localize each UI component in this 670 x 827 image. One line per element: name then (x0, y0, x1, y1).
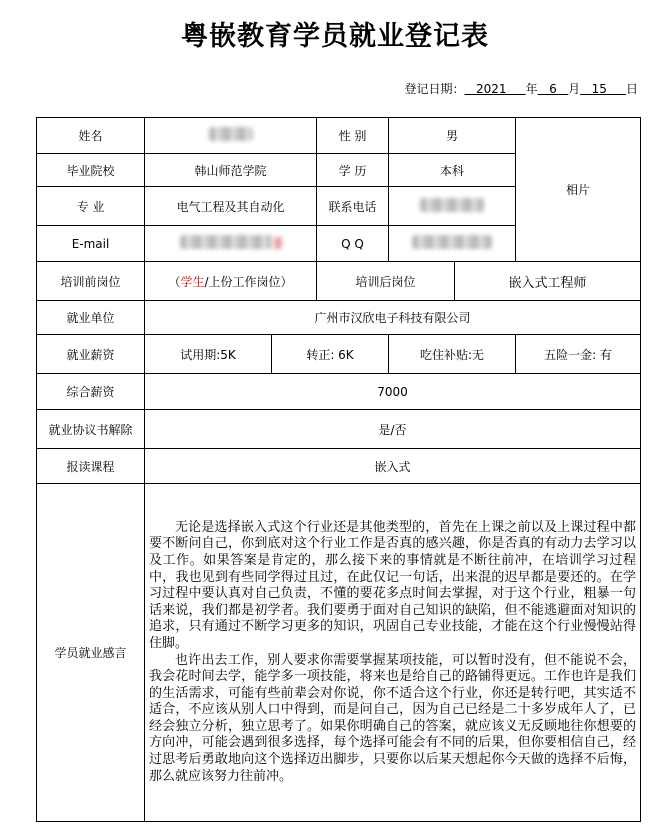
contract-value: 是/否 (145, 410, 641, 449)
course-value: 嵌入式 (145, 449, 641, 484)
contract-label: 就业协议书解除 (37, 410, 145, 449)
form-title: 粤嵌教育学员就业登记表 (181, 21, 489, 52)
major-value: 电气工程及其自动化 (145, 187, 317, 226)
school-value: 韩山师范学院 (145, 154, 317, 187)
prev-post-rest: /上份工作岗位） (204, 274, 293, 289)
date-year: 2021 (475, 82, 507, 96)
phone-label: 联系电话 (317, 187, 389, 226)
total-salary-label: 综合薪资 (37, 374, 145, 410)
prev-post-open: （ (168, 274, 181, 289)
post-after-value: 嵌入式工程师 (455, 262, 641, 301)
major-label: 专 业 (37, 187, 145, 226)
total-salary-value: 7000 (145, 374, 641, 410)
employer-value: 广州市汉欣电子科技有限公司 (145, 301, 641, 335)
qq-value (389, 226, 516, 262)
phone-value (389, 187, 516, 226)
reflection-paragraph-2: 也许出去工作，别人要求你需要掌握某项技能，可以暂时没有，但不能说不会，我会花时间去学，能学多一项技能，将来也是给自己的路铺得更远。工作也许是我们的生活需求，可能有些前辈会对你说，你不适合这个行业，你还是转行吧，其实适不适合，不应该从别人口中得到，而是问自己，因为自己已经是二十多岁成年人了，已经会独立分析，独立思考了。如果你明确自己的答案，就应该义无反顾地往你想要的方向冲，可能会遇到很多选择，每个选择可能会有不同的后果，但你要相信自己，经过思考后勇敢地向这个选择迈出脚步，只要你以后某天想起你今天做的选择不后悔，那么就应该努力往前冲。 (149, 652, 637, 784)
email-label: E-mail (37, 226, 145, 262)
regular-salary: 转正: 6K (272, 335, 389, 374)
date-month-unit: 月 (568, 82, 581, 96)
reflection-paragraph-1: 无论是选择嵌入式这个行业还是其他类型的，首先在上课之前以及上课过程中都要不断问自己，你到底对这个行业工作是否真的感兴趣，你是否真的有动力去学习以及工作。如果答案是肯定的，那么接下来的事情就是不断往前冲，在培训学习过程中，我也见到有些同学得过且过，在此仅记一句话，出来混的迟早都是要还的。在学习过程中要认真对自己负责，不懂的要花多点时间去掌握，对于这个行业，粗暴一句话来说，我们都是初学者。我们要勇于面对自己知识的缺陷，但不能逃避面对知识的追求，只有通过不断学习更多的知识，巩固自己专业技能，才能在这个行业慢慢站得住脚。 (149, 519, 637, 651)
reflection-label: 学员就业感言 (37, 484, 145, 822)
registration-form (36, 117, 641, 822)
gender-value: 男 (389, 118, 516, 154)
date-day-unit: 日 (625, 82, 638, 96)
insurance-benefit: 五险一金: 有 (516, 335, 641, 374)
date-month: 6 (549, 82, 557, 96)
reflection-text (145, 484, 641, 822)
salary-label: 就业薪资 (37, 335, 145, 374)
date-label: 登记日期： (404, 82, 465, 96)
photo-cell: 相片 (516, 118, 641, 262)
gender-label: 性 别 (317, 118, 389, 154)
employer-label: 就业单位 (37, 301, 145, 335)
prev-post-value (145, 262, 317, 301)
date-day: 15 (591, 82, 607, 96)
degree-value: 本科 (389, 154, 516, 187)
qq-label: Q Q (317, 226, 389, 262)
prev-post-label: 培训前岗位 (37, 262, 145, 301)
probation-salary: 试用期:5K (145, 335, 272, 374)
registration-date (405, 80, 639, 97)
course-label: 报读课程 (37, 449, 145, 484)
degree-label: 学 历 (317, 154, 389, 187)
name-label: 姓名 (37, 118, 145, 154)
post-after-label: 培训后岗位 (317, 262, 455, 301)
date-year-unit: 年 (525, 82, 538, 96)
meal-subsidy: 吃住补贴:无 (389, 335, 516, 374)
prev-post-student: 学生 (180, 274, 205, 289)
email-value (145, 226, 317, 262)
school-label: 毕业院校 (37, 154, 145, 187)
name-value (145, 118, 317, 154)
